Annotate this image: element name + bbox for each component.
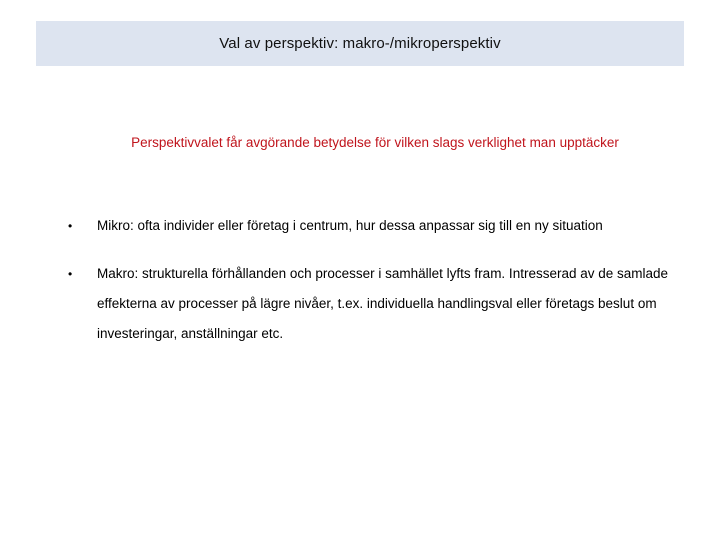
bullet-text: ofta individer eller företag i centrum, hur dessa anpassar sig till en ny situation [137, 218, 603, 233]
bullet-term: Makro: [97, 266, 139, 281]
slide-subtitle: Perspektivvalet får avgörande betydelse för vilken slags verklighet man upptäcker [131, 135, 619, 150]
bullet-list [68, 211, 698, 367]
slide-title: Val av perspektiv: makro-/mikroperspektiv [219, 35, 501, 52]
bullet-icon: • [68, 267, 73, 281]
bullet-term: Mikro: [97, 218, 134, 233]
bullet-item-makro [68, 259, 698, 349]
bullet-body [97, 259, 698, 349]
bullet-item-mikro [68, 211, 698, 241]
bullet-body [97, 211, 698, 241]
bullet-icon: • [68, 219, 73, 233]
bullet-text: strukturella förhållanden och processer i samhället lyfts fram. Intresserad av de samlade effekterna av processer på lägre nivåer, t.ex. individuella handlingsval eller företags beslut om investeringar, anställningar etc. [97, 266, 669, 341]
title-bar [36, 21, 684, 66]
